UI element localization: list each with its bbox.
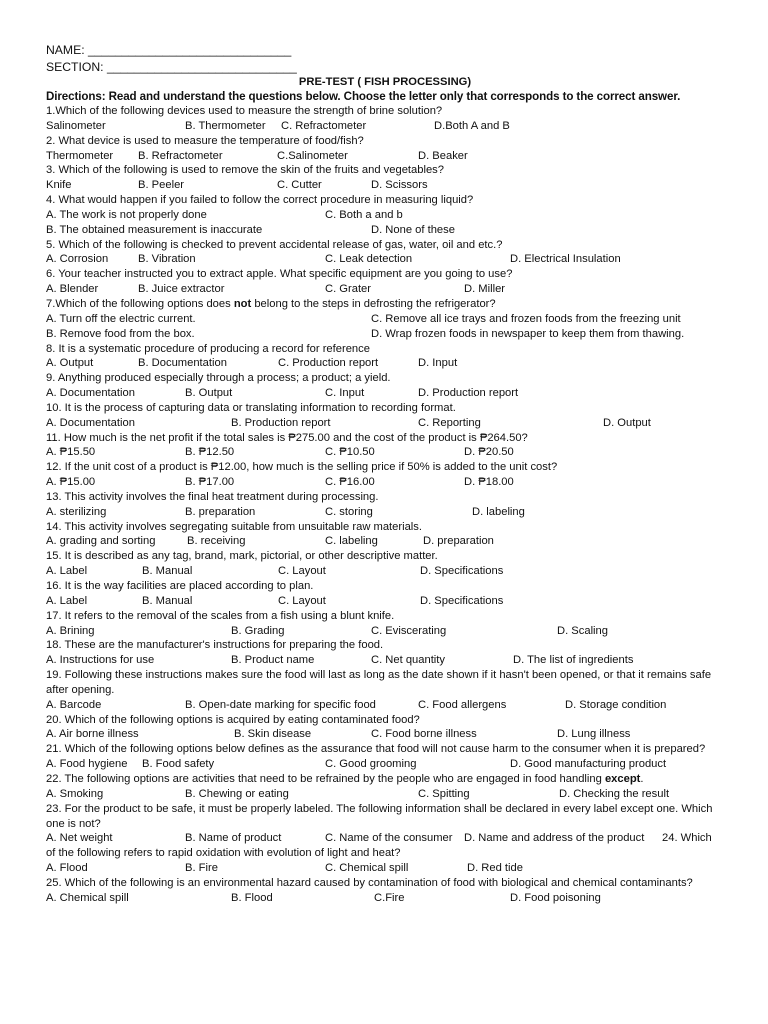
answer-option[interactable]: B. Skin disease — [234, 728, 312, 741]
answer-option[interactable]: C. storing — [325, 505, 373, 518]
answer-option[interactable]: A. Air borne illness — [46, 728, 139, 741]
answer-option[interactable]: D. Specifications — [420, 565, 504, 578]
answer-options — [46, 757, 724, 772]
answer-option[interactable]: C. Food borne illness — [371, 728, 477, 741]
answer-option[interactable]: B. Vibration — [138, 253, 196, 266]
answer-option[interactable]: A. Label — [46, 565, 88, 578]
question-3: 3. Which of the following is used to remove the skin of the fruits and vegetables? — [46, 164, 444, 177]
answer-option[interactable]: D. Scaling — [557, 624, 608, 637]
question-text: 22. The following options are activities that need to be refrained by the people who are engaged in food handling — [46, 772, 605, 785]
question-9: 9. Anything produced especially through a process; a product; a yield. — [46, 372, 391, 385]
answer-option[interactable]: D. Red tide — [467, 862, 523, 875]
answer-options — [46, 505, 724, 520]
answer-option[interactable]: A. Output — [46, 357, 94, 370]
answer-option[interactable]: B. preparation — [185, 505, 256, 518]
answer-options — [46, 594, 724, 609]
answer-option[interactable]: B. Manual — [142, 594, 193, 607]
answer-options — [46, 119, 724, 134]
answer-option[interactable]: A. Blender — [46, 283, 99, 296]
answer-option[interactable]: C. labeling — [325, 535, 378, 548]
answer-option[interactable]: A. Brining — [46, 624, 95, 637]
answer-option[interactable]: D. Input — [418, 357, 458, 370]
answer-options — [46, 787, 724, 802]
answer-option[interactable]: B. The obtained measurement is inaccurate — [46, 223, 263, 236]
answer-option[interactable]: D. Checking the result — [559, 787, 670, 800]
answer-option[interactable]: B. ₱12.50 — [185, 446, 235, 459]
answer-option[interactable]: D. The list of ingredients — [513, 654, 634, 667]
question-17: 17. It refers to the removal of the scales from a fish using a blunt knife. — [46, 609, 395, 622]
answer-options — [46, 624, 724, 639]
answer-options — [46, 534, 724, 549]
emphasis-word: not — [233, 297, 252, 310]
answer-option[interactable]: D. Wrap frozen foods in newspaper to keep them from thawing. — [371, 327, 685, 340]
answer-option[interactable]: A. grading and sorting — [46, 535, 156, 548]
answer-option[interactable]: A. Instructions for use — [46, 654, 155, 667]
answer-options — [46, 861, 724, 876]
answer-option[interactable]: C. Reporting — [418, 416, 481, 429]
question-4: 4. What would happen if you failed to follow the correct procedure in measuring liquid? — [46, 194, 474, 207]
answer-option[interactable]: C. Net quantity — [371, 654, 445, 667]
question-10: 10. It is the process of capturing data or translating information to recording format. — [46, 401, 456, 414]
question-21: 21. Which of the following options below defines as the assurance that food will not cause harm to the consumer when it is prepared? — [46, 743, 706, 756]
answer-options — [46, 312, 724, 327]
question-list — [46, 104, 724, 906]
answer-option[interactable]: D. Food poisoning — [510, 891, 601, 904]
answer-option[interactable]: C. Chemical spill — [325, 862, 409, 875]
answer-options — [46, 149, 724, 164]
section-field: SECTION: ____________________________ — [46, 59, 297, 74]
question-2: 2. What device is used to measure the temperature of food/fish? — [46, 134, 364, 147]
answer-option[interactable]: B. Chewing or eating — [185, 787, 289, 800]
answer-options — [46, 475, 724, 490]
answer-option[interactable]: A. sterilizing — [46, 505, 107, 518]
answer-option[interactable]: D.Both A and B — [434, 119, 510, 132]
question-8: 8. It is a systematic procedure of producing a record for reference — [46, 342, 370, 355]
answer-option[interactable]: Knife — [46, 179, 72, 192]
question-text: . — [640, 772, 644, 785]
answer-option[interactable]: A. Documentation — [46, 416, 135, 429]
answer-option[interactable]: B. Output — [185, 387, 233, 400]
answer-option[interactable]: C. Both a and b — [325, 208, 403, 221]
answer-options — [46, 282, 724, 297]
answer-option[interactable]: C. Remove all ice trays and frozen foods from the freezing unit — [371, 312, 681, 325]
answer-option[interactable]: C. Good grooming — [325, 758, 417, 771]
emphasis-word: except — [604, 772, 641, 785]
answer-option[interactable]: B. Grading — [231, 624, 285, 637]
answer-option[interactable]: B. Thermometer — [185, 119, 266, 132]
answer-option[interactable]: D. Beaker — [418, 149, 468, 162]
answer-option[interactable]: A. The work is not properly done — [46, 208, 207, 221]
answer-options — [46, 445, 724, 460]
answer-options — [46, 831, 724, 846]
page-title: PRE-TEST ( FISH PROCESSING) — [298, 76, 472, 88]
answer-option[interactable]: A. Smoking — [46, 787, 104, 800]
answer-option[interactable]: D. Name and address of the product — [464, 832, 645, 845]
answer-options — [46, 564, 724, 579]
answer-options — [46, 653, 724, 668]
answer-options — [46, 698, 724, 713]
answer-option[interactable]: C. Refractometer — [281, 119, 367, 132]
answer-options — [46, 327, 724, 342]
answer-option[interactable]: A. Food hygiene — [46, 758, 128, 771]
answer-option[interactable]: C. Spitting — [418, 787, 470, 800]
answer-option[interactable]: A. Label — [46, 594, 88, 607]
question-16: 16. It is the way facilities are placed according to plan. — [46, 580, 314, 592]
answer-option[interactable]: D. None of these — [371, 223, 455, 236]
answer-options — [46, 178, 724, 193]
answer-option[interactable]: D. Good manufacturing product — [510, 758, 667, 771]
answer-option[interactable]: C. ₱10.50 — [325, 446, 375, 459]
answer-options — [46, 208, 724, 223]
answer-option[interactable]: C. Cutter — [277, 179, 322, 192]
answer-option[interactable]: B. Flood — [231, 891, 273, 904]
answer-option[interactable]: B. Documentation — [138, 357, 227, 370]
answer-option[interactable]: C. Name of the consumer — [325, 832, 453, 845]
answer-option[interactable]: C. Grater — [325, 283, 372, 296]
answer-option[interactable]: Thermometer — [46, 149, 114, 162]
answer-option[interactable]: B. Food safety — [142, 758, 215, 771]
answer-option[interactable]: A. Corrosion — [46, 253, 109, 266]
answer-option[interactable]: B. Name of product — [185, 832, 282, 845]
question-text: 7.Which of the following options does — [46, 297, 234, 310]
question-13: 13. This activity involves the final heat treatment during processing. — [46, 490, 379, 503]
question-25: 25. Which of the following is an environmental hazard caused by contamination of food with biological and chemical contaminants? — [46, 876, 693, 889]
answer-option[interactable]: C. Layout — [278, 594, 326, 607]
answer-option[interactable]: A. Turn off the electric current. — [46, 312, 196, 325]
answer-option[interactable]: C. Production report — [278, 357, 379, 370]
answer-option[interactable]: D. ₱20.50 — [464, 446, 514, 459]
answer-options — [46, 416, 724, 431]
answer-options — [46, 891, 724, 906]
question-1: 1.Which of the following devices used to measure the strength of brine solution? — [46, 105, 443, 117]
answer-options — [46, 386, 724, 401]
answer-option[interactable]: B. Product name — [231, 654, 315, 667]
answer-option[interactable]: C. Layout — [278, 565, 326, 578]
question-7 — [46, 297, 724, 312]
answer-options — [46, 727, 724, 742]
answer-option[interactable]: C. ₱16.00 — [325, 476, 375, 489]
answer-option[interactable]: B. ₱17.00 — [185, 476, 235, 489]
answer-option[interactable]: C. Leak detection — [325, 253, 413, 266]
answer-option[interactable]: A. Barcode — [46, 698, 102, 711]
question-18: 18. These are the manufacturer's instructions for preparing the food. — [46, 639, 384, 652]
answer-option[interactable]: D. Specifications — [420, 594, 504, 607]
answer-option[interactable]: C. Food allergens — [418, 698, 507, 711]
next-question-start: 24. Which — [662, 832, 712, 845]
directions: Directions: Read and understand the questions below. Choose the letter only that corresponds to the correct answer. — [46, 90, 681, 103]
answer-option[interactable]: B. Refractometer — [138, 149, 223, 162]
answer-option[interactable]: C.Salinometer — [277, 149, 348, 162]
question-15: 15. It is described as any tag, brand, mark, pictorial, or other descriptive matter. — [46, 550, 438, 563]
answer-options — [46, 356, 724, 371]
question-19: 19. Following these instructions makes sure the food will last as long as the date shown if it hasn't been opened, or that it remains safe after opening. — [46, 669, 712, 696]
answer-option[interactable]: D. Electrical Insulation — [510, 253, 621, 266]
answer-options — [46, 252, 724, 267]
answer-options — [46, 223, 724, 238]
answer-option[interactable]: D. Miller — [464, 283, 506, 296]
question-24: of the following refers to rapid oxidation with evolution of light and heat? — [46, 847, 401, 860]
answer-option[interactable]: C.Fire — [374, 891, 405, 904]
answer-option[interactable]: B. Peeler — [138, 179, 185, 192]
question-6: 6. Your teacher instructed you to extract apple. What specific equipment are you going to use? — [46, 268, 513, 281]
answer-option[interactable]: B. receiving — [187, 535, 246, 548]
question-14: 14. This activity involves segregating suitable from unsuitable raw materials. — [46, 520, 422, 533]
answer-option[interactable]: C. Input — [325, 387, 365, 400]
question-text: belong to the steps in defrosting the refrigerator? — [251, 297, 496, 310]
answer-option[interactable]: Salinometer — [46, 119, 106, 132]
answer-option[interactable]: A. ₱15.00 — [46, 476, 96, 489]
answer-option[interactable]: B. Fire — [185, 862, 218, 875]
answer-option[interactable]: D. Output — [603, 416, 651, 429]
answer-option[interactable]: A. Net weight — [46, 832, 113, 845]
answer-option[interactable]: B. Open-date marking for specific food — [185, 698, 376, 711]
name-field: NAME: ______________________________ — [46, 43, 292, 57]
answer-option[interactable]: D. Production report — [418, 387, 519, 400]
question-23: 23. For the product to be safe, it must be properly labeled. The following information shall be declared in every label except one. Which one is not? — [46, 802, 713, 830]
answer-option[interactable]: A. Flood — [46, 862, 88, 875]
question-5: 5. Which of the following is checked to prevent accidental release of gas, water, oil and etc.? — [46, 238, 503, 251]
answer-option[interactable]: D. Storage condition — [565, 698, 667, 711]
answer-option[interactable]: D. Lung illness — [557, 728, 631, 741]
question-20: 20. Which of the following options is acquired by eating contaminated food? — [46, 713, 420, 726]
answer-option[interactable]: B. Juice extractor — [138, 283, 225, 296]
answer-option[interactable]: D. ₱18.00 — [464, 476, 514, 489]
question-22 — [46, 772, 724, 787]
question-11: 11. How much is the net profit if the total sales is ₱275.00 and the cost of the product is ₱264.50? — [46, 431, 528, 444]
answer-option[interactable]: A. Documentation — [46, 387, 135, 400]
answer-option[interactable]: B. Production report — [231, 416, 331, 429]
answer-option[interactable]: B. Remove food from the box. — [46, 327, 195, 340]
answer-option[interactable]: D. Scissors — [371, 179, 428, 192]
answer-option[interactable]: D. labeling — [472, 505, 525, 518]
answer-option[interactable]: A. Chemical spill — [46, 891, 129, 904]
question-12: 12. If the unit cost of a product is ₱12.00, how much is the selling price if 50% is added to the unit cost? — [46, 461, 558, 474]
answer-option[interactable]: B. Manual — [142, 565, 193, 578]
answer-option[interactable]: A. ₱15.50 — [46, 446, 96, 459]
answer-option[interactable]: C. Eviscerating — [371, 624, 447, 637]
answer-option[interactable]: D. preparation — [423, 535, 494, 548]
